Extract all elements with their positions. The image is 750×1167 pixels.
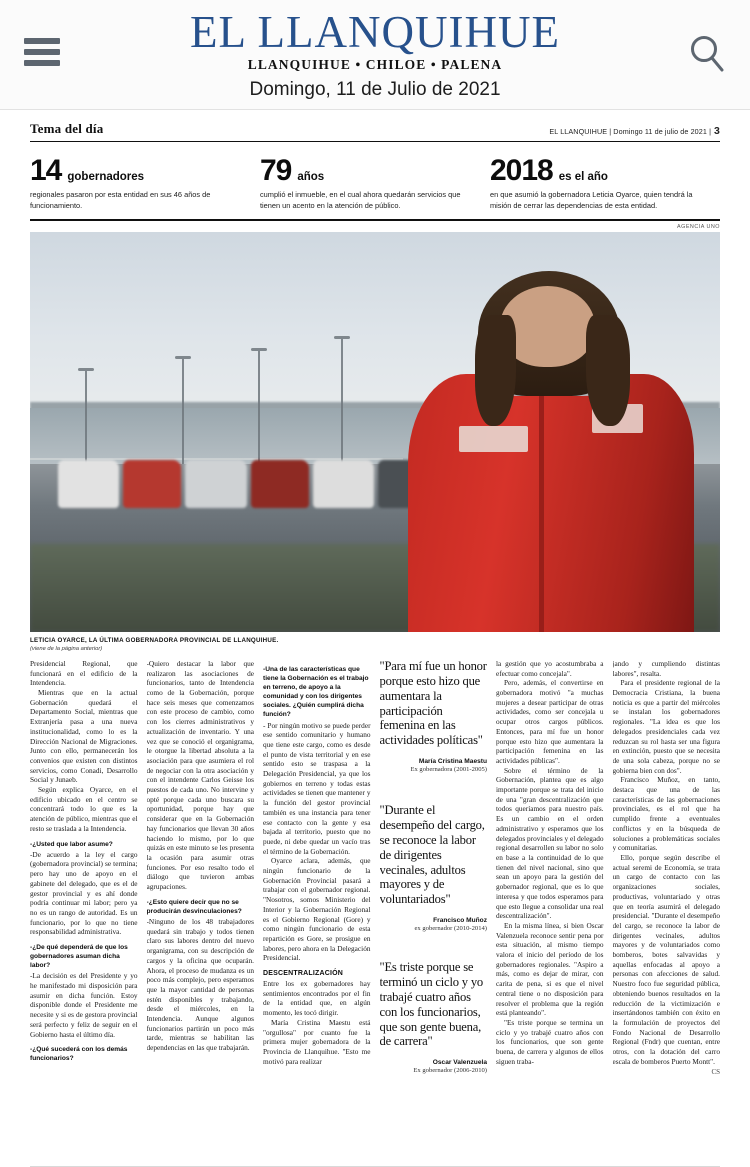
paragraph: Según explica Oyarce, en el edificio ubicado en el centro se concentrará todo lo que es la atención de público, mientras que el resto se traslada a la Intendencia. (30, 785, 138, 833)
figure-number: 79 (259, 154, 292, 187)
text-column-3 (263, 659, 371, 1162)
figure-item (490, 156, 720, 212)
page-number: 3 (714, 125, 720, 137)
paragraph: "Es triste porque se termina un ciclo y yo trabajé cuatro años con los funcionarios, que son gente buena, de carrera y algunos de ellos siguen traba- (496, 1017, 604, 1066)
site-header (0, 0, 750, 110)
paragraph: -Quiero destacar la labor que realizaron las asociaciones de funcionarios, tanto de Intendencia como de la Gobernación, porque hace seis meses que comenzamos con este proceso de cambio, como con los cierres administrativos y actualización de inventario. Y una vez que se conoció el organigrama, le otorgue la libertad absoluta a la asociación para que asumiera el rol de negociar con la otra asociación y con el intendente Carlos Geisse los puestos de cada uno. No intervine y opté porque cada uno buscara su oportunidad, porque hay que considerar que en la Gobernación hay funcionarios que llevan 30 años haciendo lo mismo, por lo que quizás en este minuto se les presenta la ocasión para asumir otras funciones. Por eso resalto todo el diálogo que tuvieron ambas agrupaciones. (146, 658, 254, 892)
interview-question: -¿De qué dependerá de que los gobernadores asuman dicha labor? (30, 944, 128, 970)
photo-subcaption: (viene de la página anterior) (30, 645, 103, 652)
paragraph: Para el presidente regional de la Democracia Cristiana, la buena noticia es que a partir del miércoles se instalan los gobernadores regionales. "La idea es que los delegados presidenciales cada vez reduzcan su rol hasta ser una figura en extinción, puesto que se necesita de una sola cabeza, porque no se gobierna bien con dos". (612, 678, 720, 775)
photo-car (185, 460, 247, 508)
figure-description: cumplió el inmueble, en el cual ahora quedarán servicios que tienen un acento en la atención de público. (259, 190, 461, 211)
pullquote (380, 803, 488, 932)
article-body (30, 657, 720, 1162)
figure-number: 2018 (489, 154, 553, 187)
masthead-date: Domingo, 11 de Julio de 2021 (249, 78, 501, 100)
figure-unit: años (297, 171, 325, 183)
photo-subject-jacket (408, 374, 694, 632)
interview-question: -¿Esto quiere decir que no se producirán desvinculaciones? (146, 898, 242, 915)
photo-caption: LETICIA OYARCE, LA ÚLTIMA GOBERNADORA PROVINCIAL DE LLANQUIHUE. (30, 636, 279, 644)
interview-question: -¿Usted que labor asume? (30, 840, 113, 848)
search-icon[interactable] (686, 32, 728, 74)
hamburger-icon[interactable] (24, 38, 60, 66)
photo-car (58, 460, 120, 508)
folio (549, 125, 720, 137)
figure-head (260, 156, 472, 186)
paragraph: Francisco Muñoz, en tanto, destaca que una de las características de las gobernaciones provinciales, es el rol que ha cumplido frente a eventuales conflictos y en la búsqueda de soluciones a problemáticas sociales y comunitarias. (612, 775, 720, 853)
paragraph: -De acuerdo a la ley el cargo (gobernadora provincial) se termina; pero hay uno de apoyo en el gabinete del delegado, que es el de gestor provincial y es ahí donde podría continuar mi labor; pero ya no es un rango de autoridad. Es un funcionario, por lo que no tiene responsabilidad administrativa. (30, 849, 138, 937)
figure-head (30, 156, 242, 186)
paragraph: En la misma línea, si bien Oscar Valenzuela reconoce sentir pena por esta situación, al mismo tiempo valora el inicio del período de los gobernadores regionales. "Aspiro a más, como es dejar de mirar, con carita de pena, si es que el nivel central tiene o no disposición para resolver el problema que la región está planteando". (496, 920, 604, 1018)
text-column-1 (30, 659, 138, 1162)
paragraph: -La decisión es del Presidente y yo he manifestado mi disposición para asumir en dicha función. Estoy disponible donde el Presidente me necesite y si es de gestora provincial será perfecto y feliz de seguir en el Gobierno hasta el último día. (30, 971, 138, 1039)
pullquote-role: ex gobernador (2010-2014) (414, 925, 487, 933)
pullquote-author: María Cristina Maestu (418, 758, 487, 766)
paragraph: Pero, además, el convertirse en gobernadora motivó "a muchas mujeres a desear participar de otras actividades, como ser concejala u ocupar otros cargos públicos. Entonces, para mí fue un honor porque esto hizo que aumentara la participación femenina en las actividades públicas". (496, 678, 604, 765)
section-subhead: DESCENTRALIZACIÓN (263, 970, 344, 978)
paragraph: Entre los ex gobernadores hay sentimientos encontrados por el fin de la entidad que, en algún momento, les tocó dirigir. (263, 979, 371, 1018)
figure-number: 14 (30, 154, 62, 187)
pullquote-text: "Durante el desempeño del cargo, se reconoce la labor de dirigentes vecinales, adultos mayores y de voluntariados" (379, 803, 485, 907)
figure-item (260, 156, 490, 212)
pullquote-role: Ex gobernador (2006-2010) (413, 1067, 487, 1075)
newspaper-page (0, 110, 750, 1167)
photo-car (123, 460, 181, 508)
photo-pole (85, 368, 87, 464)
figure-description: regionales pasaron por esta entidad en sus 46 años de funcionamiento. (30, 190, 211, 211)
photo-car (313, 460, 375, 508)
interview-question: -¿Qué sucederá con los demás funcionarios? (30, 1046, 128, 1063)
paragraph: la gestión que yo acostumbraba a efectuar como concejala". (496, 658, 604, 678)
masthead-subtitle: LLANQUIHUE • CHILOE • PALENA (247, 56, 503, 72)
figure-item (30, 156, 260, 212)
hamburger-bar (24, 60, 60, 66)
pullquote-role: Ex gobernadora (2001-2005) (410, 766, 487, 774)
article-photo (30, 232, 720, 632)
text-column-2 (147, 659, 255, 1162)
end-mark: CS (711, 1068, 720, 1077)
photo-subject-badge (459, 426, 529, 452)
masthead-title[interactable]: EL LLANQUIHUE (190, 7, 560, 57)
photo-subject-hair-right (586, 315, 630, 425)
hamburger-bar (24, 38, 60, 44)
paragraph: Presidencial Regional, que funcionará en el edificio de la Intendencia. (30, 658, 138, 688)
section-bar (30, 110, 720, 142)
paragraph: -Ninguno de los 48 trabajadores quedará sin trabajo y todos tienen claro sus labores dentro del nuevo organigrama, con su descripción de cargos y la oficina que ocuparán. Ahora, el proceso de mudanza es un poco más complejo, pero esperamos que la mayor cantidad de personas estén disponibles y trabajando, desde el miércoles, en la Intendencia. Aunque algunos funcionarios partirán un poco más tarde, mientras se habilitan las dependencias en las que trabajarán. (146, 917, 254, 1053)
paragraph: Ello, porque según describe el actual seremi de Economía, se trata un cargo de contacto con las organizaciones sociales, productivas, voluntariado y otras que en teoría asumirá el delegado presidencial. "Durante el desempeño del cargo, se reconoce la labor de dirigentes vecinales, adultos mayores y de voluntariados como bomberos, botes salvavidas y aquellas enfocadas al apoyo a personas con afecciones de salud. Nuestro foco fue seguridad pública, obteniendo buenos resultados en la reducción de la victimización e insertándonos también con éxito en la formulación de proyectos del Fondo Nacional de Desarrollo Regional (Fndr) que cuentan, entre otros, con la dotación del carro escala de bomberos Puerto Montt". (612, 853, 720, 1066)
pullquote (380, 659, 488, 773)
photo-subject-hair-left (475, 315, 516, 425)
key-figures (30, 142, 720, 221)
interview-question: -Una de las características que tiene la Gobernación es el trabajo en terreno, de apoyo a la comunidad y con los dirigentes sociales. ¿Quién cumplirá dicha función? (263, 665, 369, 719)
pullquote-column (380, 659, 488, 1162)
paragraph: jando y cumpliendo distintas labores", resalta. (612, 658, 720, 678)
pullquote-spacer (380, 948, 488, 960)
paragraph: - Por ningún motivo se puede perder ese sentido comunitario y humano que tiene este cargo, como es desde el punto de vista territorial y en ese sentido esto se traspasa a la Delegación Presidencial, ya que los gobiernos en terreno y todas estas actividades se tienen que mantener y la función del gestor provincial también es una instancia para tener ese contacto con la gente y esa bajada al territorio, puesto que no puede, ni debe quedar un vacío tras el término de la Gobernación. (263, 720, 371, 856)
pullquote-spacer (380, 789, 488, 803)
figure-head (490, 156, 702, 186)
figure-unit: gobernadores (67, 171, 145, 183)
paragraph: Mientras que en la actual Gobernación quedará el Departamento Social, mientras que Extranjería pasa a una nueva institucionalidad, como lo es la Dirección Nacional de Migraciones. Junto con ello, permanecerán los convenios que existen con distintos servicios, como Conadi, Desarrollo Social y Junaeb. (30, 688, 138, 785)
photo-car (251, 460, 309, 508)
pullquote-author: Oscar Valenzuela (432, 1059, 487, 1067)
masthead (0, 0, 750, 101)
photo-parked-cars (58, 460, 444, 508)
photo-pole (182, 356, 184, 464)
pullquote (380, 960, 488, 1074)
pullquote-author: Francisco Muñoz (433, 917, 487, 925)
folio-text: EL LLANQUIHUE | Domingo 11 de julio de 2021 | (549, 127, 712, 136)
paragraph: María Cristina Maestu está "orgullosa" por cuanto fue la primera mujer gobernadora de la Provincia de Llanquihue. "Esto me motivó para realizar (263, 1017, 371, 1066)
section-title: Tema del día (30, 121, 104, 136)
paragraph: Sobre el término de la Gobernación, plantea que es algo importante porque se trata del inicio de una "gran descentralización que todos queríamos para nuestro país. Es un cambio en el orden administrativo y esperamos que los delegados provinciales y el delegado regional desarrollen su labor no solo en base a la continuidad de lo que tienen del nivel nacional, sino que sean un apoyo para la gestión del gobernador regional, que es lo que interesa y que todos esperamos para que esto llegue a consolidar una real descentralización". (496, 765, 604, 921)
pullquote-text: "Para mí fue un honor porque esto hizo que aumentara la participación femenina en las actividades políticas" (379, 658, 487, 748)
photo-credit: AGENCIA UNO (677, 223, 720, 230)
paragraph: Oyarce aclara, además, que ningún funcionario de la Gobernación Provincial pasará a trabajar con el gobernador regional. "Nosotros, somos Ministerio del Interior y la Gobernación Regional es el Gobierno Regional (Gore) y como ningún funcionario de esta repartición es Gore, se prosigue en labores, pero ahora en la Delegación Presidencial. (263, 856, 371, 963)
pullquote-text: "Es triste porque se terminó un ciclo y yo trabajé cuatro años con los funcionarios, que son gente buena, de carrera" (379, 960, 484, 1049)
figure-unit: es el año (558, 171, 608, 183)
photo-subject (389, 264, 706, 632)
text-column-6 (613, 659, 721, 1162)
figure-description: en que asumió la gobernadora Leticia Oyarce, quien tendrá la misión de cerrar las dependencias de esta entidad. (489, 190, 693, 211)
text-column-5 (496, 659, 604, 1162)
photo-pole (341, 336, 343, 464)
photo-pole (258, 348, 260, 464)
hamburger-bar (24, 49, 60, 55)
